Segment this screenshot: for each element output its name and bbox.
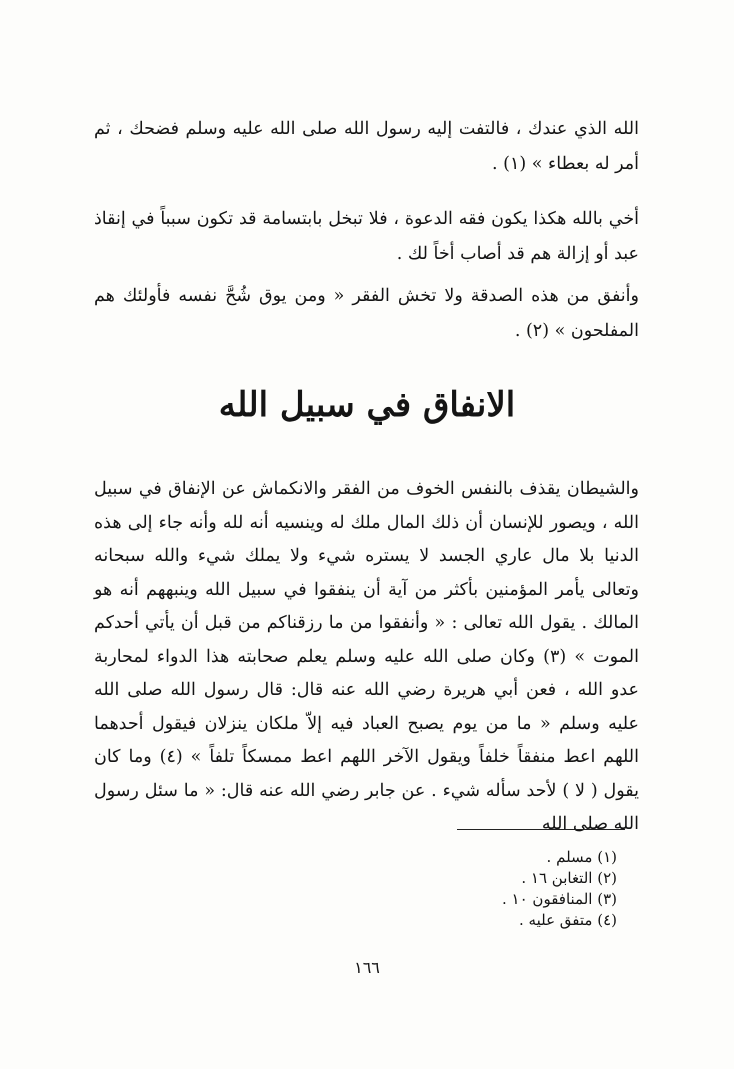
footnote-divider [457,829,625,830]
footnote-1: (١) مسلم . [546,848,617,866]
footnotes-list [357,847,617,931]
footnote-4: (٤) متفق عليه . [519,911,617,929]
body-paragraph: والشيطان يقذف بالنفس الخوف من الفقر والانكماش عن الإنفاق في سبيل الله ، ويصور للإنسان أن ذلك المال ملك له وينسيه أنه لله وأنه جاء إلى هذه الدنيا بلا مال عاري الجسد لا يستره شيء ولا يملك شيء والله سبحانه وتعالى يأمر المؤمنين بأكثر من آية أن ينفقوا في سبيل الله وينبههم أنه هو المالك . يقول الله تعالى : « وأنفقوا من ما رزقناكم من قبل أن يأتي أحدكم الموت » (٣) وكان صلى الله عليه وسلم يعلم صحابته هذا الدواء لمحاربة عدو الله ، فعن أبي هريرة رضي الله عنه قال: قال رسول الله صلى الله عليه وسلم « ما من يوم يصبح العباد فيه إلاّ ملكان ينزلان فيقول أحدهما اللهم اعط منفقاً خلفاً ويقول الآخر اللهم اعط ممسكاً تلفاً » (٤) وما كان يقول ( لا ) لأحد سأله شيء . عن جابر رضي الله عنه قال: « ما سئل رسول الله صلى الله [94,479,640,834]
footnote-2: (٢) التغابن ١٦ . [521,869,617,887]
paragraph-2: أخي بالله هكذا يكون فقه الدعوة ، فلا تبخل بابتسامة قد تكون سبباً في إنقاذ عبد أو إزالة هم قد أصاب أخاً لك . [94,209,639,264]
section-heading: الانفاق في سبيل الله [218,385,516,425]
paragraph-3: وأنفق من هذه الصدقة ولا تخش الفقر « ومن يوق شُحَّ نفسه فأولئك هم المفلحون » (٢) . [94,286,639,341]
page-number: ١٦٦ [354,958,380,977]
paragraph-1: الله الذي عندك ، فالتفت إليه رسول الله صلى الله عليه وسلم فضحك ، ثم أمر له بعطاء » (١) . [94,119,639,174]
footnote-3: (٣) المنافقون ١٠ . [501,890,617,908]
